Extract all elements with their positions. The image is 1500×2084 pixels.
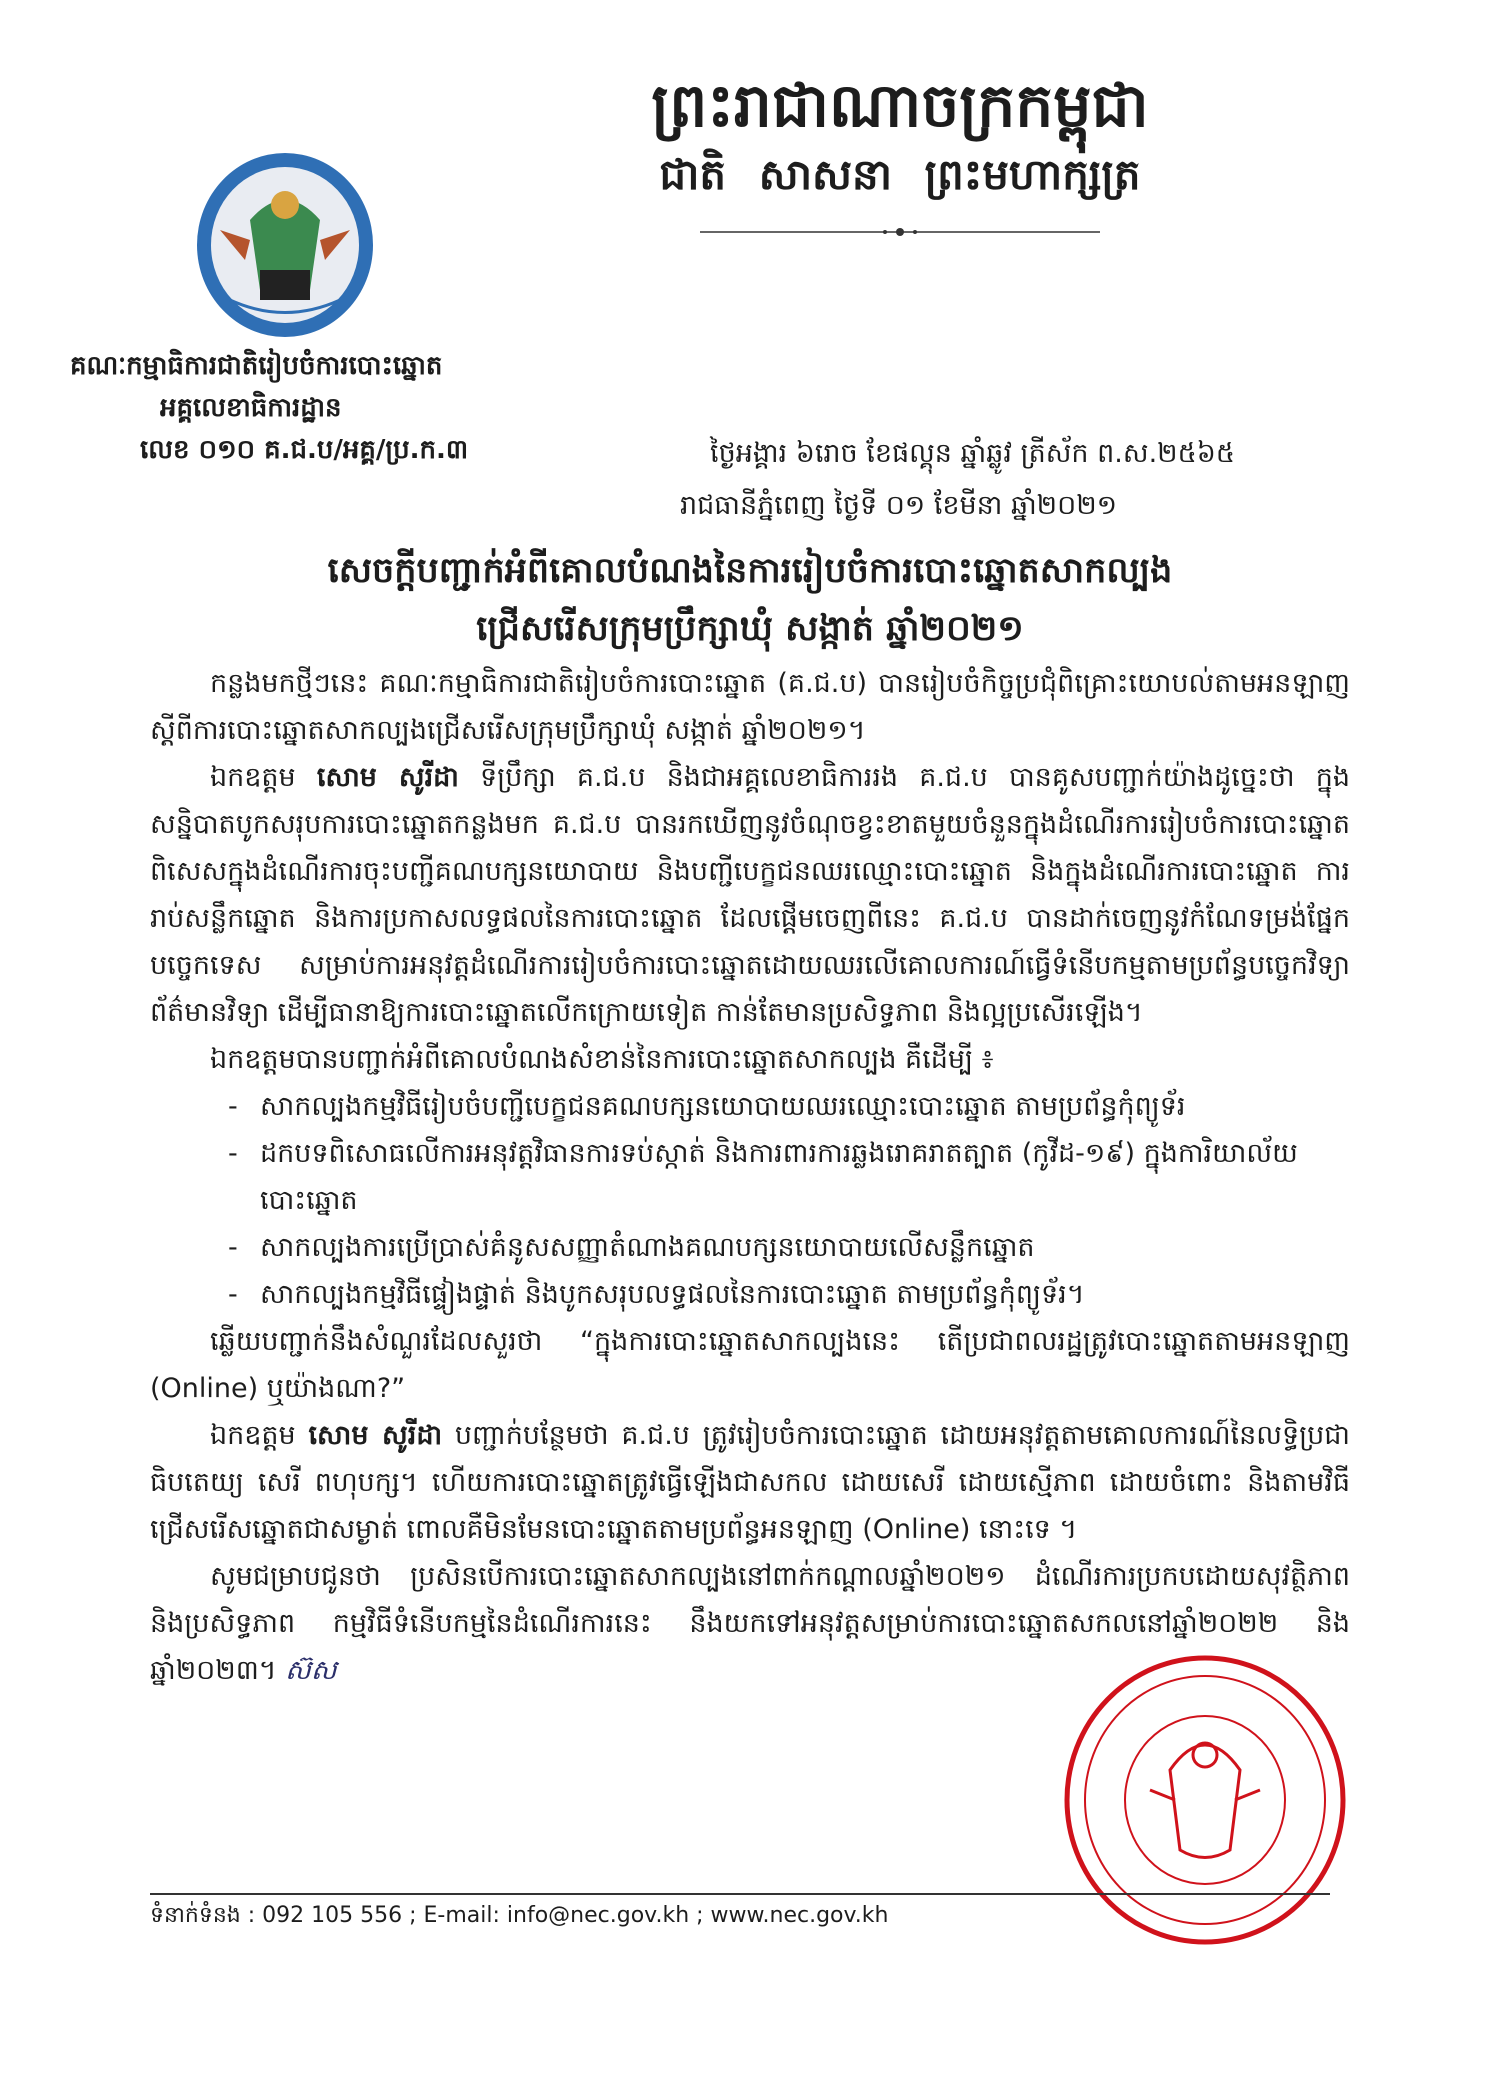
speaker-name: សោម សូរីដា xyxy=(316,762,459,793)
document-title xyxy=(150,542,1350,658)
paragraph-2 xyxy=(150,754,1350,1036)
date-block xyxy=(680,428,1420,532)
paragraph-5 xyxy=(150,1412,1350,1553)
national-motto: ជាតិ សាសនា ព្រះមហាក្សត្រ xyxy=(659,150,1141,199)
paragraph-5-text: បញ្ជាក់បន្ថែមថា គ.ជ.ប ត្រូវរៀបចំការបោះឆ្នោត ដោយអនុវត្តតាមគោលការណ៍នៃលទ្ធិប្រជាធិបតេយ្យ សេរី ពហុបក្ស។ ហើយការបោះឆ្នោតត្រូវធ្វើឡើងជាសកល ដោយសេរី ដោយស្មើភាព ដោយចំពោះ និងតាមវិធីជ្រើសរើសឆ្នោតជាសម្ងាត់ ពោលគឺមិនមែនបោះឆ្នោតតាមប្រព័ន្ធអនឡាញ (Online) នោះទេ ។ xyxy=(150,1420,1350,1545)
list-item: - សាកល្បងការប្រើប្រាស់គំនូសសញ្ញាតំណាងគណបក្សនយោបាយលើសន្លឹកឆ្នោត xyxy=(230,1224,1350,1271)
lunar-date: ថ្ងៃអង្គារ ៦រោច ខែផល្គុន ឆ្នាំឆ្លូវ ត្រីស័ក ព.ស.២៥៦៥ xyxy=(710,438,1235,469)
footer-divider xyxy=(150,1893,1330,1895)
nec-emblem-logo xyxy=(190,150,380,350)
handwritten-initials: ស៊ស xyxy=(285,1655,337,1686)
paragraph-5-prefix: ឯកឧត្តម xyxy=(210,1420,296,1451)
department-name: អគ្គលេខាធិការដ្ឋាន xyxy=(160,393,342,423)
kingdom-heading: ព្រះរាជាណាចក្រកម្ពុជា xyxy=(651,71,1149,141)
footer-contact: ទំនាក់ទំនង : 092 105 556 ; E-mail: info@nec.gov.kh ; www.nec.gov.kh xyxy=(150,1903,889,1928)
title-line-2: ជ្រើសរើសក្រុមប្រឹក្សាឃុំ សង្កាត់ ឆ្នាំ២០២១ xyxy=(476,609,1024,649)
paragraph-2-text: ទីប្រឹក្សា គ.ជ.ប និងជាអគ្គលេខាធិការរង គ.ជ.ប បានគូសបញ្ជាក់យ៉ាងដូច្នេះថា ក្នុងសន្និបាតបូកសរុបការបោះឆ្នោតកន្លងមក គ.ជ.ប បានរកឃើញនូវចំណុចខ្វះខាតមួយចំនួនក្នុងដំណើរការរៀបចំការបោះឆ្នោត ពិសេសក្នុងដំណើរការចុះបញ្ជីគណបក្សនយោបាយ និងបញ្ជីបេក្ខជនឈរឈ្មោះបោះឆ្នោត និងក្នុងដំណើរការបោះឆ្នោត ការរាប់សន្លឹកឆ្នោត និងការប្រកាសលទ្ធផលនៃការបោះឆ្នោត ដែលផ្តើមចេញពីនេះ គ.ជ.ប បានដាក់ចេញនូវកំណែទម្រង់ផ្នែកបច្ចេកទេស សម្រាប់ការអនុវត្តដំណើរការរៀបចំការបោះឆ្នោតដោយឈរលើគោលការណ៍ធ្វើទំនើបកម្មតាមប្រព័ន្ធបច្ចេកវិទ្យាព័ត៌មានវិទ្យា ដើម្បីធានាឱ្យការបោះឆ្នោតលើកក្រោយទៀត កាន់តែមានប្រសិទ្ធភាព និងល្អប្រសើរឡើង។ xyxy=(150,762,1350,1028)
paragraph-2-prefix: ឯកឧត្តម xyxy=(210,762,296,793)
issuer-block xyxy=(70,345,590,471)
speaker-name: សោម សូរីដា xyxy=(308,1420,443,1451)
paragraph-1: កន្លងមកថ្មីៗនេះ គណៈកម្មាធិការជាតិរៀបចំការបោះឆ្នោត (គ.ជ.ប) បានរៀបចំកិច្ចប្រជុំពិគ្រោះយោបល់តាមអនឡាញ ស្តីពីការបោះឆ្នោតសាកល្បងជ្រើសរើសក្រុមប្រឹក្សាឃុំ សង្កាត់ ឆ្នាំ២០២១។ xyxy=(150,668,1350,746)
title-line-1: សេចក្តីបញ្ជាក់អំពីគោលបំណងនៃការរៀបចំការបោះឆ្នោតសាកល្បង xyxy=(327,551,1173,591)
purpose-list xyxy=(150,1083,1350,1318)
list-item: - សាកល្បងកម្មវិធីផ្ទៀងផ្ទាត់ និងបូកសរុបលទ្ធផលនៃការបោះឆ្នោត តាមប្រព័ន្ធកុំព្យូទ័រ។ xyxy=(230,1271,1350,1318)
divider-ornament-icon xyxy=(700,222,1100,242)
reference-number: លេខ ០១០ គ.ជ.ប/អគ្គ/ប្រ.ក.៣ xyxy=(140,435,469,465)
org-name: គណៈកម្មាធិការជាតិរៀបចំការបោះឆ្នោត xyxy=(70,351,443,381)
list-item: - សាកល្បងកម្មវិធីរៀបចំបញ្ជីបេក្ខជនគណបក្សនយោបាយឈរឈ្មោះបោះឆ្នោត តាមប្រព័ន្ធកុំព្យូទ័រ xyxy=(230,1083,1350,1130)
document-body xyxy=(150,660,1350,1694)
list-item: - ដកបទពិសោធលើការអនុវត្តវិធានការទប់ស្កាត់ និងការពារការឆ្លងរោគរាតត្បាត (កូវីដ-១៩) ក្នុងការិយាល័យបោះឆ្នោត xyxy=(230,1130,1350,1224)
paragraph-3: ឯកឧត្តមបានបញ្ជាក់អំពីគោលបំណងសំខាន់នៃការបោះឆ្នោតសាកល្បង គឺដើម្បី ៖ xyxy=(210,1044,994,1075)
paragraph-4: ឆ្លើយបញ្ជាក់នឹងសំណួរដែលសួរថា “ក្នុងការបោះឆ្នោតសាកល្បងនេះ តើប្រជាពលរដ្ឋត្រូវបោះឆ្នោតតាមអនឡាញ (Online) ឬយ៉ាងណា?” xyxy=(150,1326,1350,1404)
paragraph-6-text: សូមជម្រាបជូនថា ប្រសិនបើការបោះឆ្នោតសាកល្បងនៅពាក់កណ្តាលឆ្នាំ២០២១ ដំណើរការប្រកបដោយសុវត្ថិភាព និងប្រសិទ្ធភាព កម្មវិធីទំនើបកម្មនៃដំណើរការនេះ នឹងយកទៅអនុវត្តសម្រាប់ការបោះឆ្នោតសកលនៅឆ្នាំ២០២២ និងឆ្នាំ២០២៣។ xyxy=(150,1561,1350,1686)
solar-date: រាជធានីភ្នំពេញ ថ្ងៃទី ០១ ខែមីនា ឆ្នាំ២០២១ xyxy=(680,490,1118,521)
